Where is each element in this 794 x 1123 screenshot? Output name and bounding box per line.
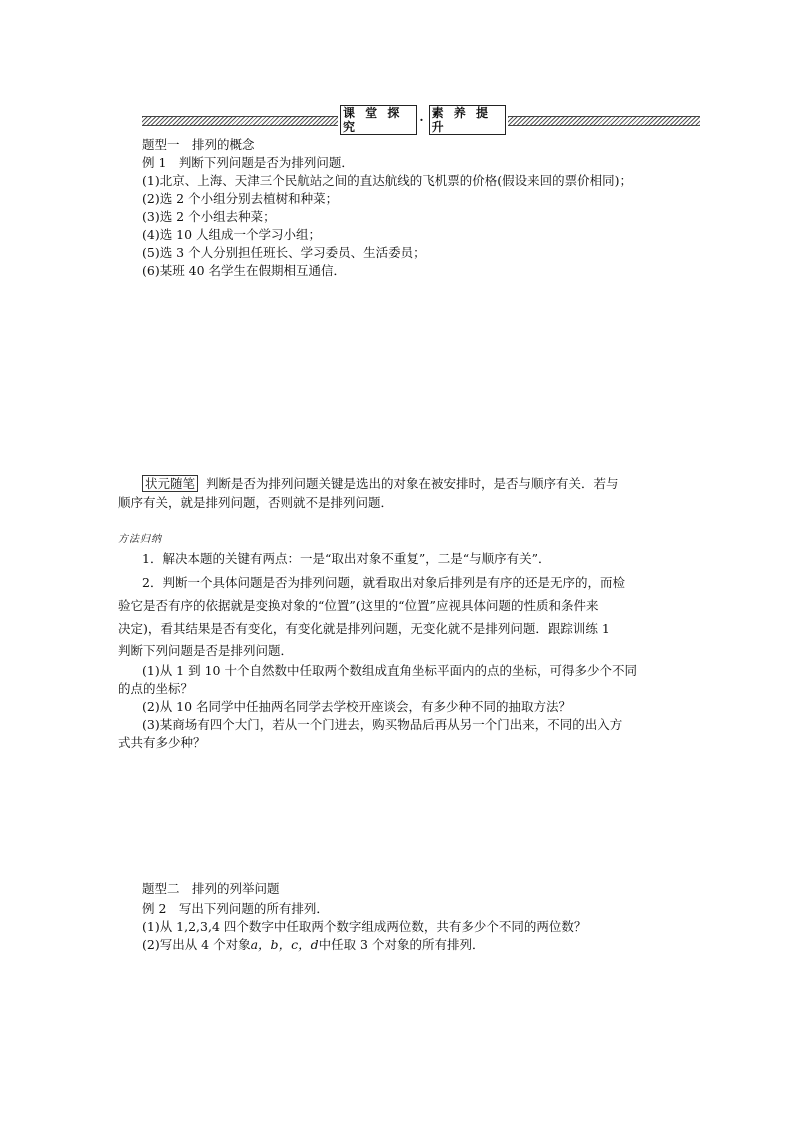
method-point-1: 1．解决本题的关键有两点：一是“取出对象不重复”，二是“与顺序有关”． bbox=[142, 551, 551, 566]
example2-item-1: (1)从 1,2,3,4 四个数字中任取两个数字组成两位数，共有多少个不同的两位数？ bbox=[142, 919, 587, 934]
practice-q1-line-1: (1)从 1 到 10 十个自然数中任取两个数组成直角坐标平面内的点的坐标，可得多少个不同 bbox=[142, 663, 637, 678]
type2-heading: 题型二 排列的列举问题 bbox=[142, 881, 280, 896]
example1-item-5: (5)选 3 个人分别担任班长、学习委员、生活委员； bbox=[142, 245, 426, 260]
example1-title: 例 1 判断下列问题是否为排列问题． bbox=[142, 155, 354, 170]
method-point-2-line-3: 决定)，看其结果是否有变化，有变化就是排列问题，无变化就不是排列问题．跟踪训练 1 bbox=[118, 621, 610, 636]
banner-dot: · bbox=[419, 113, 427, 127]
section-banner bbox=[142, 106, 700, 134]
method-point-2-line-4: 判断下列问题是否是排列问题． bbox=[118, 643, 294, 658]
banner-hatch-right bbox=[508, 116, 700, 126]
example2-item-2-vars: a，b，c，d bbox=[250, 937, 319, 952]
banner-part2: 素 养 提 升 bbox=[429, 105, 506, 135]
practice-q1-line-2: 的点的坐标？ bbox=[118, 681, 194, 696]
method-point-2-line-2: 验它是否有序的依据就是变换对象的“位置”(这里的“位置”应视具体问题的性质和条件来 bbox=[118, 598, 599, 613]
example2-title: 例 2 写出下列问题的所有排列． bbox=[142, 901, 329, 916]
practice-q3-line-1: (3)某商场有四个大门，若从一个门进去，购买物品后再从另一个门出来，不同的出入方 bbox=[142, 717, 623, 732]
example2-item-2 bbox=[142, 936, 484, 954]
insight-line-1 bbox=[142, 475, 619, 493]
insight-label: 状元随笔 bbox=[142, 475, 198, 492]
banner-part1: 课 堂 探 究 bbox=[340, 105, 417, 135]
insight-text-1: 判断是否为排列问题关键是选出的对象在被安排时，是否与顺序有关．若与 bbox=[206, 476, 619, 491]
type1-heading: 题型一 排列的概念 bbox=[142, 137, 255, 152]
banner-hatch-left bbox=[142, 116, 338, 126]
example2-item-2-post: 中任取 3 个对象的所有排列． bbox=[318, 937, 485, 952]
example2-item-2-pre: (2)写出从 4 个对象 bbox=[142, 937, 251, 952]
practice-q3-line-2: 式共有多少种？ bbox=[118, 735, 206, 750]
example1-item-4: (4)选 10 人组成一个学习小组； bbox=[142, 227, 322, 242]
example1-item-1: (1)北京、上海、天津三个民航站之间的直达航线的飞机票的价格(假设来回的票价相同)； bbox=[142, 173, 632, 188]
method-point-2-line-1: 2．判断一个具体问题是否为排列问题，就看取出对象后排列是有序的还是无序的，而检 bbox=[142, 575, 625, 590]
method-label: 方法归纳 bbox=[118, 534, 162, 545]
example1-item-2: (2)选 2 个小组分别去植树和种菜； bbox=[142, 191, 339, 206]
practice-q2: (2)从 10 名同学中任抽两名同学去学校开座谈会，有多少种不同的抽取方法？ bbox=[142, 699, 572, 714]
banner-title bbox=[340, 106, 506, 134]
example1-item-3: (3)选 2 个小组去种菜； bbox=[142, 209, 276, 224]
insight-text-2: 顺序有关，就是排列问题，否则就不是排列问题． bbox=[118, 495, 394, 510]
example1-item-6: (6)某班 40 名学生在假期相互通信． bbox=[142, 263, 347, 278]
